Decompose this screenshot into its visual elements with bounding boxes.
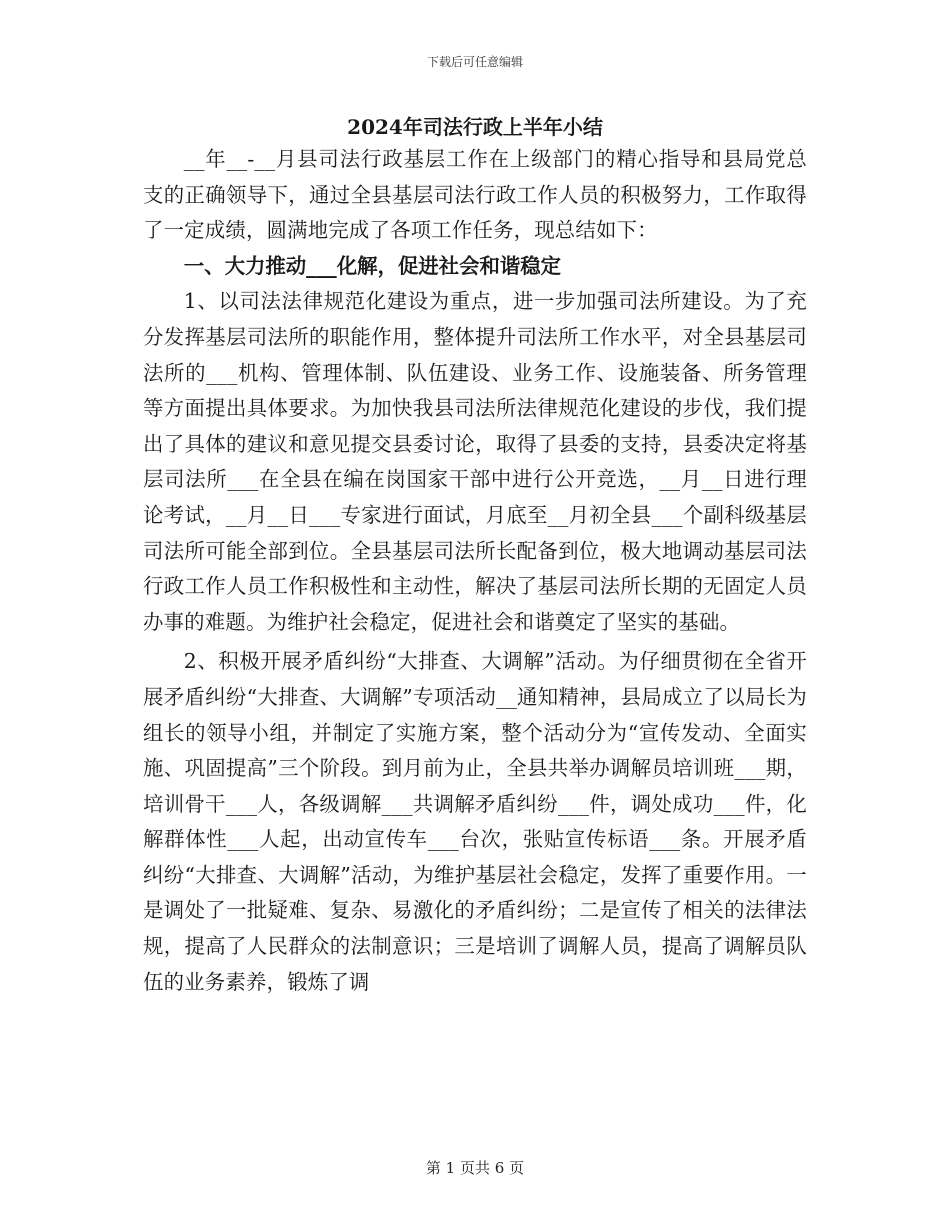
page-header: 下载后可任意编辑: [426, 55, 523, 69]
item-paragraph-1: 1、以司法法律规范化建设为重点，进一步加强司法所建设。为了充分发挥基层司法所的职能作用，整体提升司法所工作水平，对全县基层司法所的___机构、管理体制、队伍建设、业务工作、设施装备、所务管理等方面提出具体要求。为加快我县司法所法律规范化建设的步伐，我们提出了具体的建议和意见提交县委讨论，取得了县委的支持，县委决定将基层司法所___在全县在编在岗国家干部中进行公开竞选，__月__日进行理论考试，__月__日___专家进行面试，月底至__月初全县___个副科级基层司法所可能全部到位。全县基层司法所长配备到位，极大地调动基层司法行政工作人员工作积极性和主动性，解决了基层司法所长期的无固定人员办事的难题。为维护社会稳定，促进社会和谐奠定了坚实的基础。: [143, 289, 807, 634]
page-footer: 第 1 页共 6 页: [425, 1159, 525, 1177]
section-heading-1: 一、大力推动___化解，促进社会和谐稳定: [183, 253, 562, 278]
item-paragraph-2: 2、积极开展矛盾纠纷“大排查、大调解”活动。为仔细贯彻在全省开展矛盾纠纷“大排查、大调解”专项活动__通知精神，县局成立了以局长为组长的领导小组，并制定了实施方案，整个活动分为“宣传发动、全面实施、巩固提高”三个阶段。到月前为止，全县共举办调解员培训班___期，培训骨干___人，各级调解___共调解矛盾纠纷___件，调处成功___件，化解群体性___人起，出动宣传车___台次，张贴宣传标语___条。开展矛盾纠纷“大排查、大调解”活动，为维护基层社会稳定，发挥了重要作用。一是调处了一批疑难、复杂、易激化的矛盾纠纷；二是宣传了相关的法律法规，提高了人民群众的法制意识；三是培训了调解人员，提高了调解员队伍的业务素养，锻炼了调: [143, 649, 807, 994]
document-body: [143, 112, 807, 1000]
document-title: 2024年司法行政上半年小结: [347, 115, 603, 139]
intro-paragraph: __年__-__月县司法行政基层工作在上级部门的精心指导和县局党总支的正确领导下，通过全县基层司法行政工作人员的积极努力，工作取得了一定成绩，圆满地完成了各项工作任务，现总结如下：: [143, 147, 807, 243]
